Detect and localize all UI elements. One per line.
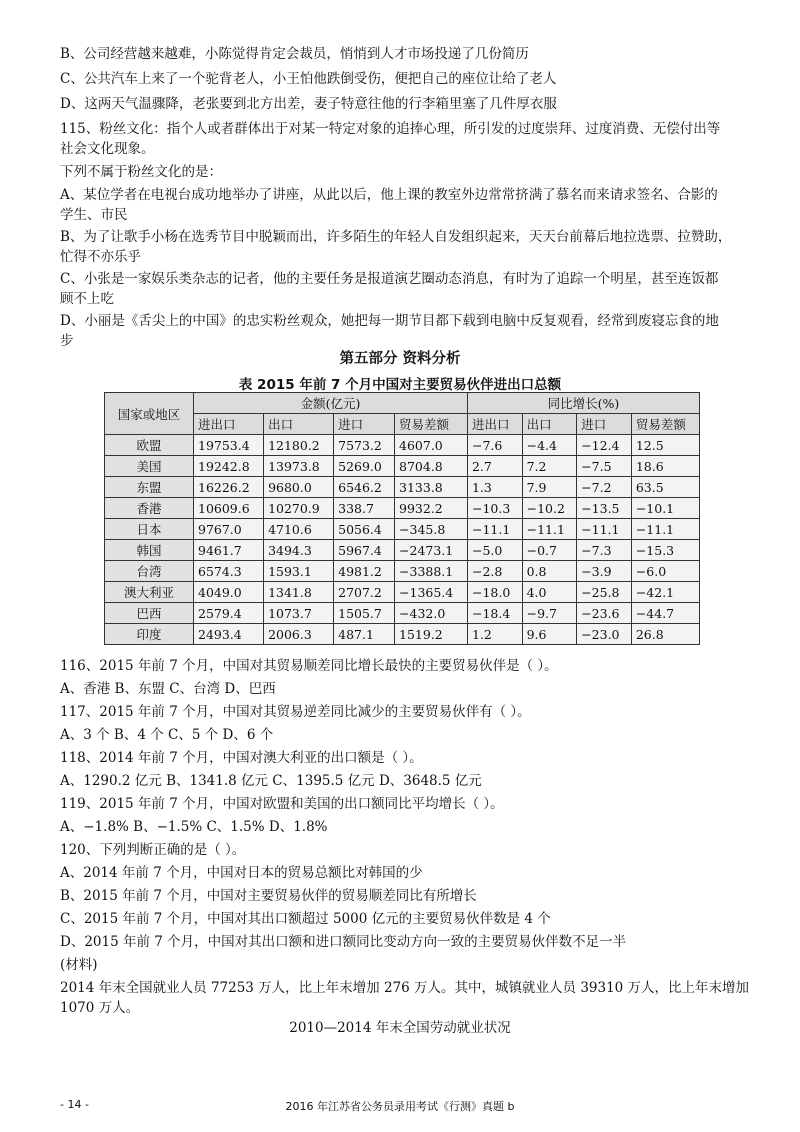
value-cell: 9767.0 [194,519,264,540]
q115-option-b: B、为了让歌手小杨在选秀节目中脱颖而出，许多陌生的年轻人自发组织起来，天天台前幕后地拉选票、拉赞助， [60,229,732,245]
value-cell: −3388.1 [395,561,468,582]
value-cell: −7.2 [577,477,632,498]
header-amount: 金额(亿元) [194,393,468,414]
value-cell: −23.6 [577,603,632,624]
value-cell: 7.9 [522,477,577,498]
table-row [105,498,700,519]
option-b: B、公司经营越来越难，小陈觉得肯定会裁员，悄悄到人才市场投递了几份简历 [60,46,529,62]
value-cell: 16226.2 [194,477,264,498]
value-cell: 1341.8 [264,582,334,603]
value-cell: 3494.3 [264,540,334,561]
value-cell: 1073.7 [264,603,334,624]
value-cell: 7.2 [522,456,577,477]
value-cell: 63.5 [631,477,699,498]
value-cell: 8704.8 [395,456,468,477]
q115-prompt: 下列不属于粉丝文化的是： [60,164,222,180]
q120-option-c: C、2015 年前 7 个月，中国对其出口额超过 5000 亿元的主要贸易伙伴数是 4 个 [60,911,551,927]
value-cell: 3133.8 [395,477,468,498]
value-cell: 4049.0 [194,582,264,603]
q115-option-a: A、某位学者在电视台成功地举办了讲座，从此以后，他上课的教室外边常常挤满了慕名而来请求签名、合影的 [60,187,718,203]
table-row [105,540,700,561]
region-cell: 日本 [105,519,194,540]
q116-options: A、香港 B、东盟 C、台湾 D、巴西 [60,681,276,697]
value-cell: −18.4 [467,603,522,624]
q117-stem: 117、2015 年前 7 个月，中国对其贸易逆差同比减少的主要贸易伙伴有（ ）。 [60,704,531,720]
value-cell: 9680.0 [264,477,334,498]
value-cell: −7.5 [577,456,632,477]
table-body [105,435,700,645]
value-cell: 9932.2 [395,498,468,519]
q115-stem: 115、粉丝文化：指个人或者群体出于对某一特定对象的追捧心理，所引发的过度崇拜、过度消费、无偿付出等 [60,121,721,137]
value-cell: 4.0 [522,582,577,603]
sub-header-cell: 进出口 [194,414,264,435]
trade-table [104,392,700,645]
q115-option-a-cont: 学生、市民 [60,207,128,223]
value-cell: −18.0 [467,582,522,603]
q118-options: A、1290.2 亿元 B、1341.8 亿元 C、1395.5 亿元 D、3648.5 亿元 [60,773,482,789]
chart-title: 2010—2014 年末全国劳动就业状况 [289,1020,511,1036]
value-cell: 9461.7 [194,540,264,561]
table-row [105,435,700,456]
value-cell: 5269.0 [334,456,395,477]
exam-title: 2016 年江苏省公务员录用考试《行测》真题 b [285,1100,515,1113]
value-cell: −1365.4 [395,582,468,603]
value-cell: −5.0 [467,540,522,561]
value-cell: −2473.1 [395,540,468,561]
q115-stem-cont: 社会文化现象。 [60,141,155,157]
value-cell: 338.7 [334,498,395,519]
value-cell: −11.1 [522,519,577,540]
value-cell: −4.4 [522,435,577,456]
value-cell: 4981.2 [334,561,395,582]
sub-header-cell: 贸易差额 [631,414,699,435]
q119-stem: 119、2015 年前 7 个月，中国对欧盟和美国的出口额同比平均增长（ ）。 [60,796,504,812]
trade-table-wrapper [104,392,700,645]
value-cell: 19242.8 [194,456,264,477]
value-cell: 4710.6 [264,519,334,540]
value-cell: 1519.2 [395,624,468,645]
value-cell: −345.8 [395,519,468,540]
page-number: - 14 - [60,1098,89,1111]
value-cell: −13.5 [577,498,632,519]
q119-options: A、−1.8% B、−1.5% C、1.5% D、1.8% [60,819,328,835]
value-cell: −7.3 [577,540,632,561]
region-cell: 台湾 [105,561,194,582]
sub-header-cell: 出口 [264,414,334,435]
sub-header-row [105,414,700,435]
value-cell: −42.1 [631,582,699,603]
value-cell: −10.3 [467,498,522,519]
sub-header-cell: 进口 [577,414,632,435]
q115-option-b-cont: 忙得不亦乐乎 [60,249,141,265]
table-title: 表 2015 年前 7 个月中国对主要贸易伙伴进出口总额 [238,377,562,393]
value-cell: 10270.9 [264,498,334,519]
value-cell: 9.6 [522,624,577,645]
value-cell: 12.5 [631,435,699,456]
region-cell: 韩国 [105,540,194,561]
value-cell: −9.7 [522,603,577,624]
region-cell: 印度 [105,624,194,645]
value-cell: 6574.3 [194,561,264,582]
q120-option-a: A、2014 年前 7 个月，中国对日本的贸易总额比对韩国的少 [60,865,423,881]
material-text-cont: 1070 万人。 [60,1000,140,1016]
region-cell: 香港 [105,498,194,519]
sub-header-cell: 进口 [334,414,395,435]
sub-header-cell: 进出口 [467,414,522,435]
value-cell: −0.7 [522,540,577,561]
q116-stem: 116、2015 年前 7 个月，中国对其贸易顺差同比增长最快的主要贸易伙伴是（ ）。 [60,658,558,674]
value-cell: −3.9 [577,561,632,582]
region-cell: 美国 [105,456,194,477]
value-cell: 1.2 [467,624,522,645]
sub-header-cell: 贸易差额 [395,414,468,435]
q120-stem: 120、下列判断正确的是（ ）。 [60,842,246,858]
table-row [105,603,700,624]
value-cell: 2006.3 [264,624,334,645]
region-cell: 澳大利亚 [105,582,194,603]
value-cell: −2.8 [467,561,522,582]
q120-option-b: B、2015 年前 7 个月，中国对主要贸易伙伴的贸易顺差同比有所增长 [60,888,477,904]
option-d: D、这两天气温骤降，老张要到北方出差，妻子特意往他的行李箱里塞了几件厚衣服 [60,96,557,112]
q120-option-d: D、2015 年前 7 个月，中国对其出口额和进口额同比变动方向一致的主要贸易伙伴数不足一半 [60,934,627,950]
q115-option-c-cont: 顾不上吃 [60,291,114,307]
material-label: (材料) [60,957,98,973]
material-text: 2014 年末全国就业人员 77253 万人，比上年末增加 276 万人。其中，城镇就业人员 39310 万人，比上年末增加 [60,980,750,996]
table-row [105,561,700,582]
value-cell: −6.0 [631,561,699,582]
value-cell: 2707.2 [334,582,395,603]
table-row [105,624,700,645]
value-cell: 26.8 [631,624,699,645]
value-cell: −7.6 [467,435,522,456]
region-cell: 欧盟 [105,435,194,456]
region-cell: 东盟 [105,477,194,498]
value-cell: 2.7 [467,456,522,477]
value-cell: −432.0 [395,603,468,624]
value-cell: 2493.4 [194,624,264,645]
q115-option-d: D、小丽是《舌尖上的中国》的忠实粉丝观众，她把每一期节目都下载到电脑中反复观看，经常到废寝忘食的地 [60,313,719,329]
value-cell: −11.1 [577,519,632,540]
value-cell: 1505.7 [334,603,395,624]
table-row [105,477,700,498]
value-cell: 1593.1 [264,561,334,582]
value-cell: 0.8 [522,561,577,582]
value-cell: 4607.0 [395,435,468,456]
value-cell: 7573.2 [334,435,395,456]
table-row [105,456,700,477]
table-row [105,519,700,540]
q117-options: A、3 个 B、4 个 C、5 个 D、6 个 [60,727,274,743]
table-row [105,582,700,603]
value-cell: 18.6 [631,456,699,477]
value-cell: 2579.4 [194,603,264,624]
header-region: 国家或地区 [105,393,194,435]
value-cell: 487.1 [334,624,395,645]
q115-option-c: C、小张是一家娱乐类杂志的记者，他的主要任务是报道演艺圈动态消息，有时为了追踪一个明星，甚至连饭都 [60,271,719,287]
value-cell: −11.1 [631,519,699,540]
value-cell: 1.3 [467,477,522,498]
header-growth: 同比增长(%) [467,393,699,414]
section-title: 第五部分 资料分析 [339,351,461,367]
value-cell: −23.0 [577,624,632,645]
sub-header-cell: 出口 [522,414,577,435]
value-cell: 5056.4 [334,519,395,540]
value-cell: 5967.4 [334,540,395,561]
value-cell: −15.3 [631,540,699,561]
option-c: C、公共汽车上来了一个驼背老人，小王怕他跌倒受伤，便把自己的座位让给了老人 [60,71,557,87]
value-cell: −44.7 [631,603,699,624]
value-cell: 6546.2 [334,477,395,498]
q118-stem: 118、2014 年前 7 个月，中国对澳大利亚的出口额是（ ）。 [60,750,423,766]
value-cell: 19753.4 [194,435,264,456]
value-cell: 12180.2 [264,435,334,456]
value-cell: 13973.8 [264,456,334,477]
value-cell: −10.2 [522,498,577,519]
region-cell: 巴西 [105,603,194,624]
value-cell: −11.1 [467,519,522,540]
value-cell: −10.1 [631,498,699,519]
value-cell: −25.8 [577,582,632,603]
value-cell: −12.4 [577,435,632,456]
q115-option-d-cont: 步 [60,333,74,349]
value-cell: 10609.6 [194,498,264,519]
